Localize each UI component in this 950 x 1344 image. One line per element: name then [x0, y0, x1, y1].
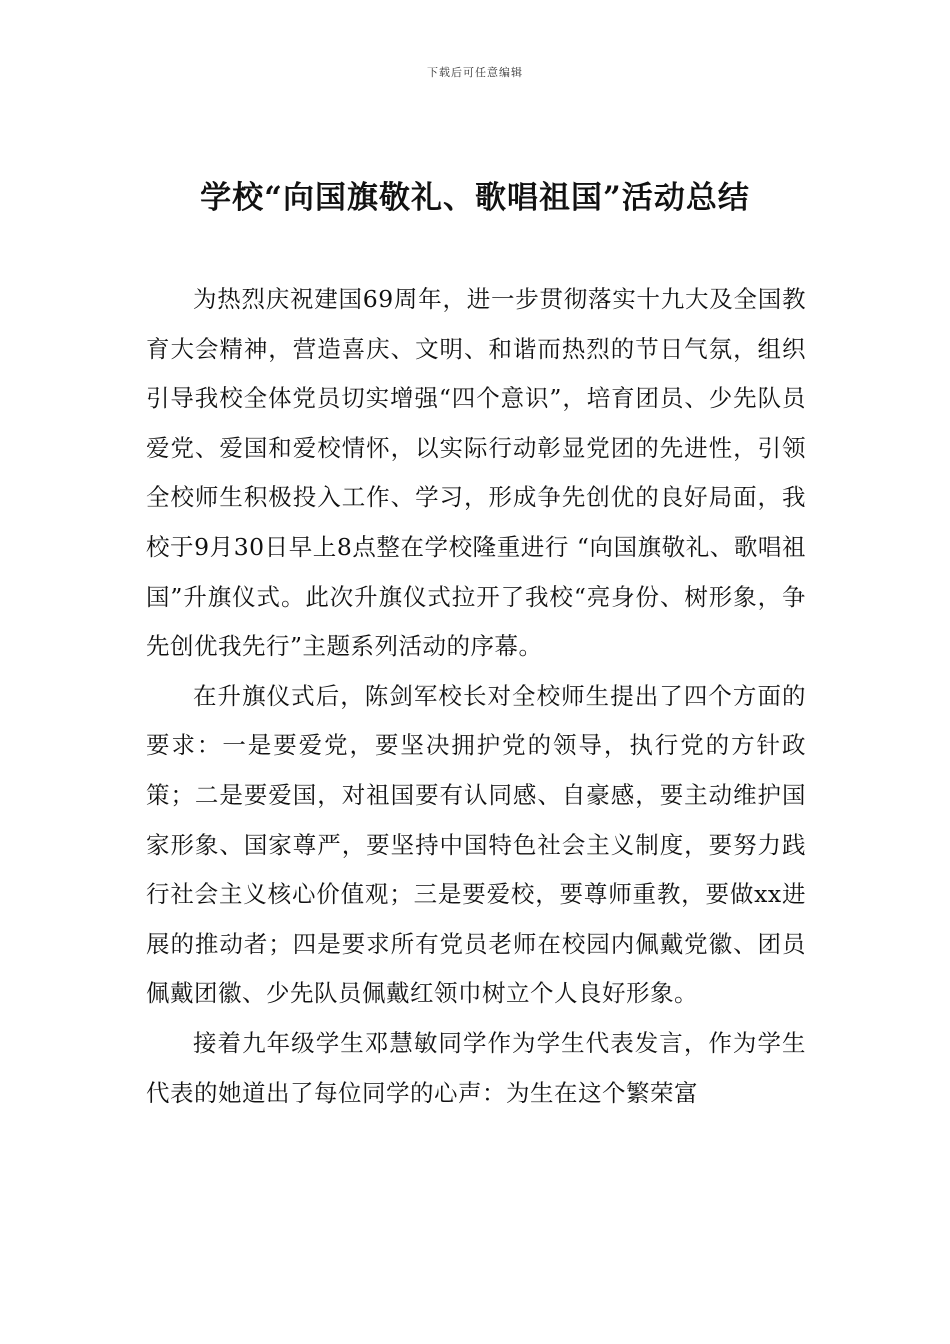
document-body — [146, 275, 806, 1118]
paragraph: 为热烈庆祝建国69周年，进一步贯彻落实十九大及全国教育大会精神，营造喜庆、文明、和谐而热烈的节日气氛，组织引导我校全体党员切实增强“四个意识”，培育团员、少先队员爱党、爱国和爱校情怀，以实际行动彰显党团的先进性，引领全校师生积极投入工作、学习，形成争先创优的良好局面，我校于9月30日早上8点整在学校隆重进行 “向国旗敬礼、歌唱祖国”升旗仪式。此次升旗仪式拉开了我校“亮身份、树形象，争先创优我先行”主题系列活动的序幕。 — [146, 285, 806, 661]
paragraph: 接着九年级学生邓慧敏同学作为学生代表发言，作为学生代表的她道出了每位同学的心声：为生在这个繁荣富 — [146, 1028, 806, 1107]
header-note: 下载后可任意编辑 — [427, 66, 523, 79]
document-title: 学校“向国旗敬礼、歌唱祖国”活动总结 — [200, 180, 750, 216]
paragraph: 在升旗仪式后，陈剑军校长对全校师生提出了四个方面的要求：一是要爱党，要坚决拥护党的领导，执行党的方针政策；二是要爱国，对祖国要有认同感、自豪感，要主动维护国家形象、国家尊严，要坚持中国特色社会主义制度，要努力践行社会主义核心价值观；三是要爱校，要尊师重教，要做xx进展的推动者；四是要求所有党员老师在校园内佩戴党徽、团员佩戴团徽、少先队员佩戴红领巾树立个人良好形象。 — [146, 681, 806, 1008]
